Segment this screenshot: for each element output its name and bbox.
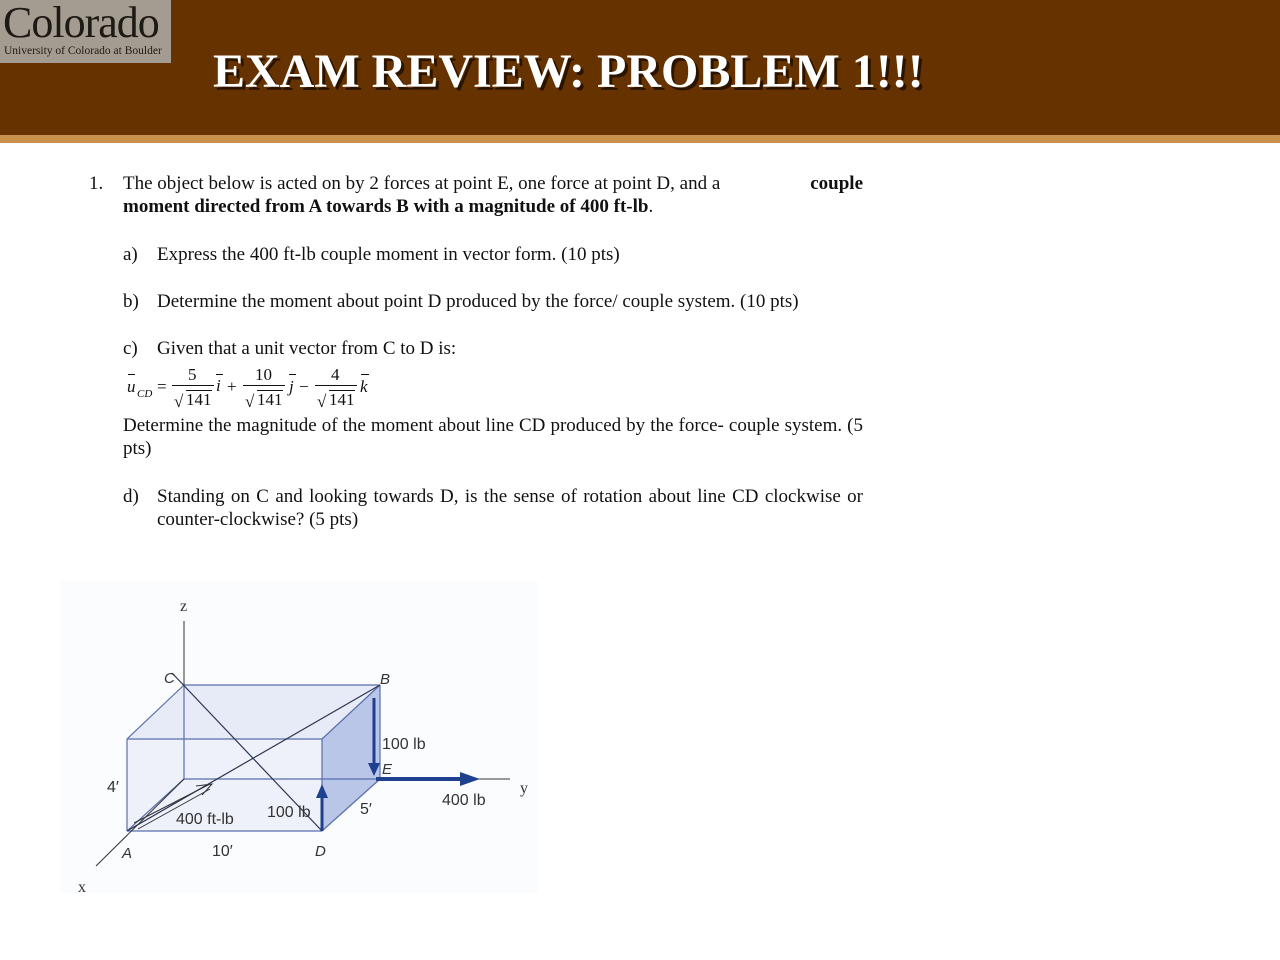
uv-unit-j: j: [289, 377, 294, 396]
part-b-label: b): [123, 291, 139, 312]
uv-unit-i: i: [216, 376, 221, 395]
axis-x-label: x: [78, 879, 86, 893]
couple-label: 400 ft-lb: [176, 811, 234, 828]
intro-bold-couple: couple: [810, 173, 863, 194]
slide-title: EXAM REVIEW: PROBLEM 1!!!: [213, 45, 924, 98]
intro-end: .: [648, 196, 654, 217]
uv-vec-mark-k: [361, 374, 369, 375]
point-b-label: B: [380, 671, 391, 688]
point-d-label: D: [315, 843, 326, 860]
part-d-label: d): [123, 486, 139, 507]
part-d-text: Standing on C and looking towards D, is the sense of rotation about line CD clockwise or counter-clockwise? (5 pts): [157, 486, 863, 530]
dimension-height-label: 4′: [107, 779, 119, 796]
uv-bar-3: [315, 385, 357, 386]
uv-den-2: 141: [257, 390, 283, 409]
uv-op-2: −: [299, 377, 309, 396]
intro-bold-moment: moment directed from A towards B with a magnitude of 400 ft-lb: [123, 196, 649, 217]
intro-text: The object below is acted on by 2 forces at point E, one force at point D, and a: [123, 173, 721, 194]
uv-unit-k: k: [360, 377, 368, 396]
uv-symbol: u: [127, 377, 136, 396]
uv-op-1: +: [227, 377, 237, 396]
uv-vec-mark-i: [216, 374, 223, 375]
uv-den-3: 141: [329, 390, 355, 409]
uv-num-2: 10: [255, 365, 272, 384]
axis-y-label: y: [520, 780, 528, 797]
problem-number: 1.: [89, 173, 104, 194]
dimension-length-label: 10′: [212, 843, 233, 860]
part-a-label: a): [123, 244, 138, 265]
header-divider: [0, 135, 1280, 143]
axis-z-label: z: [180, 598, 188, 615]
part-c-label: c): [123, 338, 138, 359]
uv-sqrt-2: √: [245, 392, 255, 411]
force-e-y-label: 400 lb: [442, 792, 486, 809]
part-a-text: Express the 400 ft-lb couple moment in vector form. (10 pts): [157, 244, 620, 265]
uv-num-1: 5: [188, 365, 197, 384]
logo-wordmark: Colorado: [3, 0, 159, 47]
uv-equals: =: [157, 377, 167, 396]
uv-num-3: 4: [331, 365, 340, 384]
force-d-label: 100 lb: [267, 804, 311, 821]
uv-sqrt-1: √: [174, 392, 184, 411]
uv-vec-mark-u: [128, 374, 135, 375]
force-e-down-label: 100 lb: [382, 736, 426, 753]
part-c-followup: Determine the magnitude of the moment about line CD produced by the force- couple system. (5 pts): [123, 415, 863, 459]
point-e-label: E: [382, 761, 393, 778]
part-c-text: Given that a unit vector from C to D is:: [157, 338, 457, 359]
uv-subscript: CD: [137, 388, 153, 400]
uv-den-1: 141: [186, 390, 212, 409]
point-a-label: A: [122, 845, 133, 862]
logo-subtitle: University of Colorado at Boulder: [4, 45, 162, 57]
point-c-label: C: [164, 670, 175, 687]
problem-intro: [123, 172, 863, 218]
uv-vec-mark-j: [289, 374, 296, 375]
uv-bar-1: [172, 385, 214, 386]
uv-sqrt-3: √: [317, 392, 327, 411]
dimension-depth-label: 5′: [360, 801, 372, 818]
university-logo: [0, 0, 171, 63]
part-b-text: Determine the moment about point D produced by the force/ couple system. (10 pts): [157, 291, 799, 312]
force-diagram: [60, 581, 538, 893]
uv-bar-2: [243, 385, 285, 386]
